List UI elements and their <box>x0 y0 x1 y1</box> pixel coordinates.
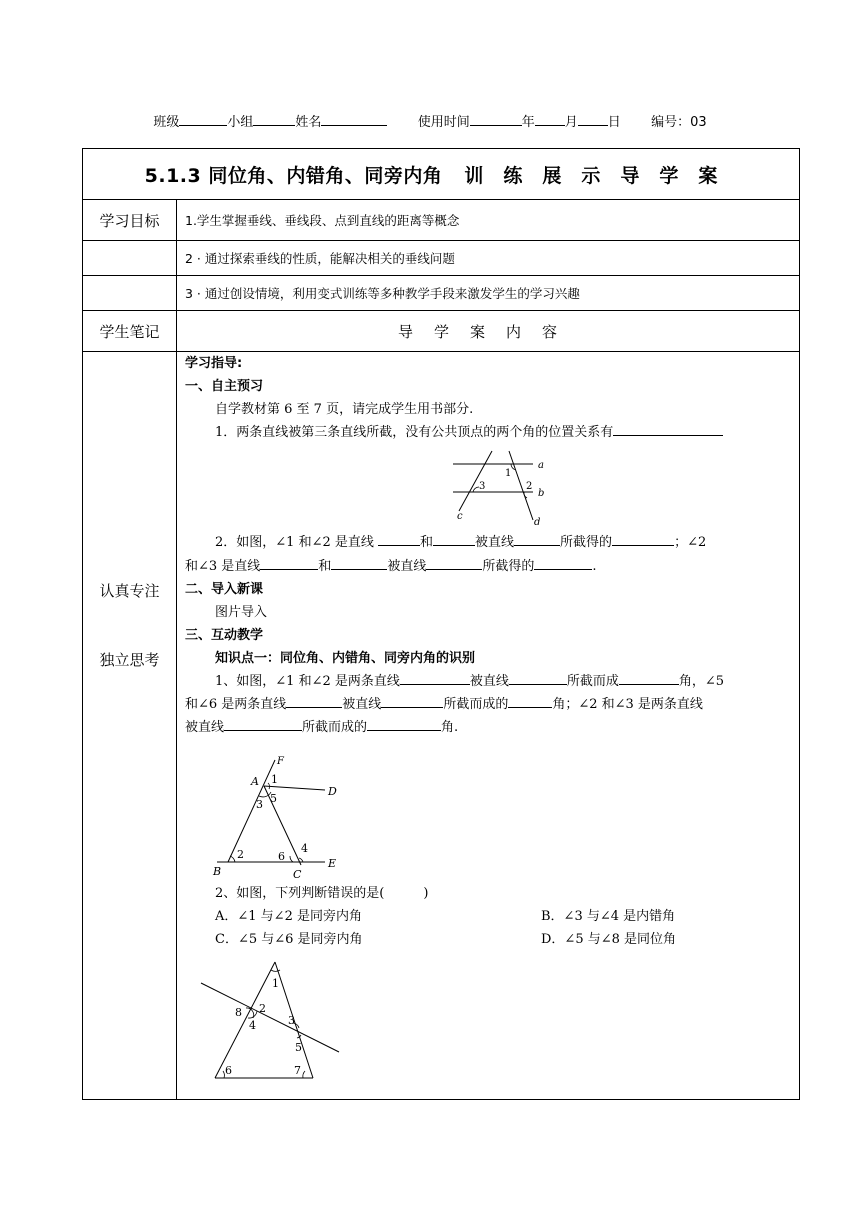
fig2-label-A: A <box>251 775 259 788</box>
group-label: 小组 <box>227 115 254 130</box>
e1-text-line3-a: 被直线 <box>185 720 225 735</box>
answer-blank[interactable] <box>286 693 342 708</box>
goals-empty-cell <box>83 276 177 311</box>
class-blank[interactable] <box>179 113 227 126</box>
goal-item-2: 2 · 通过探索垂线的性质，能解决相关的垂线问题 <box>177 241 800 276</box>
title-main: 5.1.3 同位角、内错角、同旁内角 <box>144 164 443 187</box>
goal-item-3: 3 · 通过创设情境，利用变式训练等多种教学手段来激发学生的学习兴趣 <box>177 276 800 311</box>
class-label: 班级 <box>153 115 180 130</box>
answer-blank[interactable] <box>426 555 482 570</box>
fig1-label-a: a <box>538 460 544 471</box>
year-label: 年 <box>521 115 535 130</box>
q2-text-by: 被直线 <box>387 559 427 574</box>
e1-text-line3-c: 角. <box>441 720 459 735</box>
option-c[interactable]: C．∠5 与∠6 是同旁内角 <box>215 932 363 947</box>
day-blank[interactable] <box>578 113 608 126</box>
group-blank[interactable] <box>253 113 295 126</box>
section-heading-1: 一、自主预习 <box>185 379 264 394</box>
notes-column[interactable] <box>83 352 177 1100</box>
fig1-label-b: b <box>538 488 545 499</box>
answer-blank[interactable] <box>509 670 567 685</box>
time-label: 使用时间 <box>417 115 470 130</box>
option-b[interactable]: B．∠3 与∠4 是内错角 <box>541 909 676 924</box>
fig2-angle-3: 3 <box>256 798 263 811</box>
answer-blank[interactable] <box>400 670 470 685</box>
q2-text-period: . <box>592 559 597 574</box>
q2-text-semicolon: ；∠2 <box>674 535 707 550</box>
e1-text-line2-d: 角；∠2 和∠3 是两条直线 <box>552 697 703 712</box>
section-heading-3: 三、互动教学 <box>185 628 264 643</box>
e1-text-line2-a: 和∠6 是两条直线 <box>185 697 287 712</box>
section-heading-2: 二、导入新课 <box>185 582 264 597</box>
figure-triangle-transversal <box>197 958 347 1088</box>
title-suffix: 训练展示导学案 <box>464 164 738 187</box>
figure-parallel-lines <box>447 449 557 527</box>
figure-triangle-abc <box>195 752 355 880</box>
guide-heading: 学习指导: <box>185 356 243 371</box>
content-area <box>177 352 800 1100</box>
q2-text-end: 所截得的 <box>482 559 535 574</box>
serial-label: 编号：03 <box>651 115 707 130</box>
e1-text-line3-b: 所截而成的 <box>302 720 368 735</box>
notes-label: 学生笔记 <box>83 311 177 352</box>
note-focus: 认真专注 <box>99 582 160 600</box>
fig2-label-B: B <box>213 865 222 878</box>
answer-blank[interactable] <box>612 531 674 546</box>
fig1-angle-3: 3 <box>479 481 486 492</box>
q2-text-and: 和 <box>420 535 434 550</box>
month-blank[interactable] <box>535 113 565 126</box>
fig1-label-c: c <box>457 511 463 522</box>
fig2-angle-6: 6 <box>278 850 285 863</box>
answer-blank[interactable] <box>619 670 679 685</box>
answer-blank[interactable] <box>514 531 560 546</box>
question-2-line-2 <box>185 555 596 579</box>
exercise-1-line-1 <box>215 670 724 694</box>
fig2-angle-5: 5 <box>270 792 277 805</box>
fig3-angle-1: 1 <box>272 977 279 990</box>
fig2-label-E: E <box>328 857 337 870</box>
self-study-text: 自学教材第 6 至 7 页，请完成学生用书部分. <box>215 402 474 417</box>
answer-blank[interactable] <box>378 531 420 546</box>
lesson-table <box>82 148 800 1100</box>
fig3-angle-5: 5 <box>295 1041 302 1054</box>
name-blank[interactable] <box>321 113 387 126</box>
option-a[interactable]: A．∠1 与∠2 是同旁内角 <box>215 909 362 924</box>
fig2-label-D: D <box>328 785 337 798</box>
e1-text-a: 1、如图，∠1 和∠2 是两条直线 <box>215 674 400 689</box>
fig2-angle-1: 1 <box>271 773 278 786</box>
exercise-1-line-2 <box>185 693 703 717</box>
fig2-label-C: C <box>293 868 302 880</box>
answer-blank[interactable] <box>331 555 387 570</box>
question-1 <box>215 421 723 445</box>
e1-text-b: 被直线 <box>469 674 509 689</box>
answer-blank[interactable] <box>381 693 443 708</box>
day-label: 日 <box>607 115 621 130</box>
fig3-angle-3: 3 <box>288 1014 295 1027</box>
answer-blank[interactable] <box>433 531 475 546</box>
answer-blank[interactable] <box>508 693 552 708</box>
e1-text-line2-b: 被直线 <box>342 697 382 712</box>
fig3-angle-8: 8 <box>235 1006 242 1019</box>
option-d[interactable]: D．∠5 与∠8 是同位角 <box>541 932 677 947</box>
content-title: 导学案内容 <box>177 311 800 352</box>
fig1-angle-2: 2 <box>526 481 533 492</box>
fig3-angle-2: 2 <box>259 1002 266 1015</box>
answer-blank[interactable] <box>224 716 302 731</box>
q2-text-line2: 和∠3 是直线 <box>185 559 261 574</box>
q2-text-cut: 所截得的 <box>560 535 613 550</box>
header-info <box>0 111 860 130</box>
q2-text-and: 和 <box>318 559 332 574</box>
goal-item-1: 1.学生掌握垂线、垂线段、点到直线的距离等概念 <box>177 200 800 241</box>
fig2-label-F: F <box>277 756 284 767</box>
fig2-angle-2: 2 <box>237 848 244 861</box>
goals-empty-cell <box>83 241 177 276</box>
knowledge-point-1: 知识点一：同位角、内错角、同旁内角的识别 <box>215 651 476 666</box>
goals-label: 学习目标 <box>83 200 177 241</box>
q2-text-by: 被直线 <box>475 535 515 550</box>
question-2-line-1 <box>215 531 706 555</box>
exercise-1-line-3 <box>185 716 458 740</box>
answer-blank[interactable] <box>260 555 318 570</box>
picture-intro: 图片导入 <box>215 605 268 620</box>
month-label: 月 <box>564 115 578 130</box>
e1-text-line2-c: 所截而成的 <box>443 697 509 712</box>
fig2-angle-4: 4 <box>301 842 308 855</box>
question-1-text: 1．两条直线被第三条直线所截，没有公共顶点的两个角的位置关系有 <box>215 425 614 440</box>
answer-blank[interactable] <box>367 716 441 731</box>
e1-text-c: 所截而成 <box>566 674 619 689</box>
exercise-2-question: 2、如图，下列判断错误的是( ) <box>215 886 429 901</box>
page-title <box>83 149 800 200</box>
answer-blank[interactable] <box>534 555 592 570</box>
answer-blank[interactable] <box>613 421 723 436</box>
fig3-angle-6: 6 <box>225 1064 232 1077</box>
q2-text-a: 2．如图，∠1 和∠2 是直线 <box>215 535 374 550</box>
fig1-label-d: d <box>534 517 541 527</box>
e1-text-d: 角，∠5 <box>678 674 725 689</box>
note-think: 独立思考 <box>99 651 160 669</box>
time-blank[interactable] <box>470 113 522 126</box>
fig1-angle-1: 1 <box>505 468 512 479</box>
fig3-angle-4: 4 <box>249 1019 256 1032</box>
name-label: 姓名 <box>295 115 322 130</box>
fig3-angle-7: 7 <box>294 1064 301 1077</box>
